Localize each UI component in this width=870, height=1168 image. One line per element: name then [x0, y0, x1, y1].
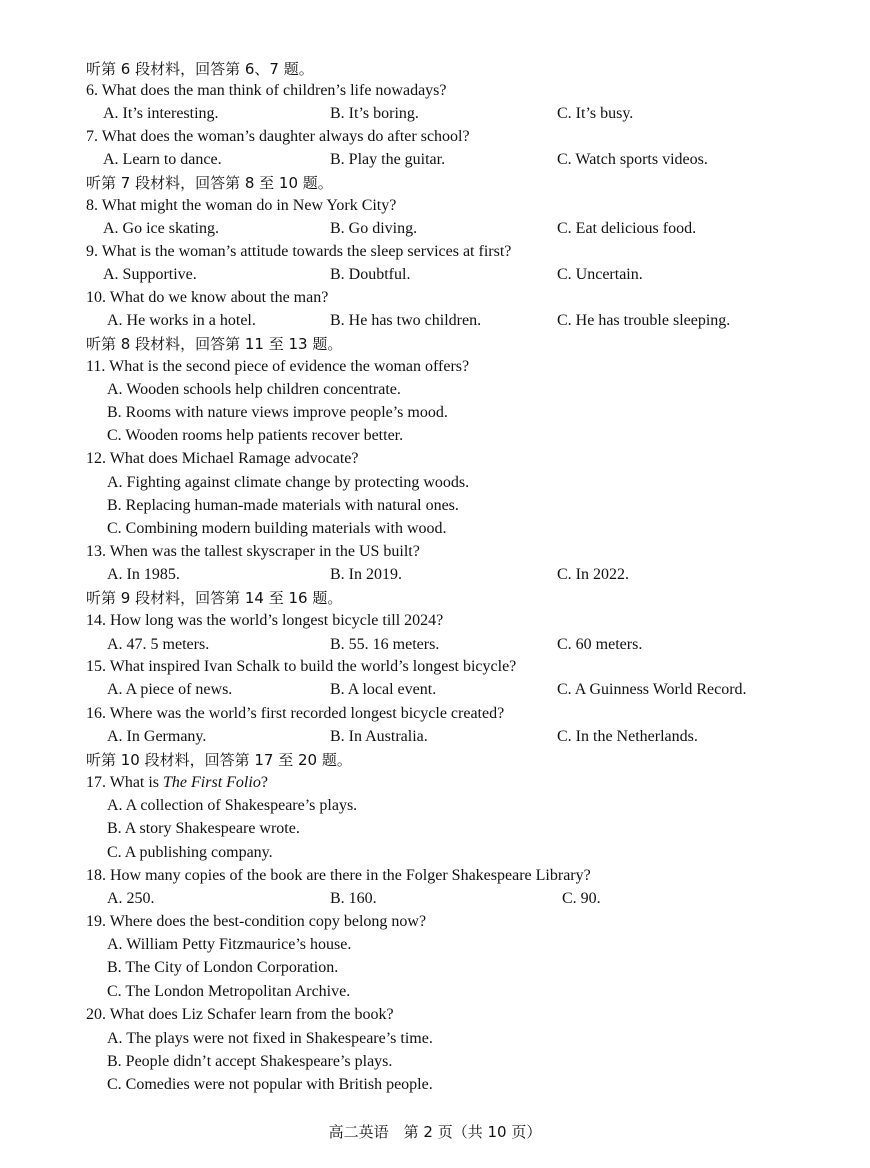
- question-17-suffix: ?: [260, 774, 268, 791]
- q11-option-b: B. Rooms with nature views improve people’s mood.: [107, 404, 448, 421]
- q14-option-a: A. 47. 5 meters.: [107, 636, 210, 653]
- question-11: 11. What is the second piece of evidence the woman offers?: [86, 358, 470, 375]
- q18-option-b: B. 160.: [330, 890, 377, 907]
- q11-option-c: C. Wooden rooms help patients recover better.: [107, 427, 404, 444]
- question-20: 20. What does Liz Schafer learn from the book?: [86, 1006, 394, 1023]
- q8-option-c: C. Eat delicious food.: [557, 220, 697, 237]
- q15-option-b: B. A local event.: [330, 681, 437, 698]
- q20-option-c: C. Comedies were not popular with British people.: [107, 1076, 433, 1093]
- q17-option-a: A. A collection of Shakespeare’s plays.: [107, 797, 358, 814]
- q16-option-c: C. In the Netherlands.: [557, 728, 698, 745]
- q7-option-c: C. Watch sports videos.: [557, 151, 708, 168]
- section-header-6: 听第 6 段材料，回答第 6、7 题。: [86, 60, 314, 78]
- q9-option-b: B. Doubtful.: [330, 266, 411, 283]
- q15-option-a: A. A piece of news.: [107, 681, 233, 698]
- section-header-9: 听第 9 段材料，回答第 14 至 16 题。: [86, 589, 343, 607]
- q16-option-a: A. In Germany.: [107, 728, 207, 745]
- q14-option-c: C. 60 meters.: [557, 636, 643, 653]
- q6-option-b: B. It’s boring.: [330, 105, 419, 122]
- question-9: 9. What is the woman’s attitude towards the sleep services at first?: [86, 243, 512, 260]
- question-17-book-title: The First Folio: [163, 774, 261, 791]
- page-footer: 高二英语 第 2 页（共 10 页）: [328, 1123, 542, 1141]
- q9-option-a: A. Supportive.: [103, 266, 197, 283]
- q7-option-a: A. Learn to dance.: [103, 151, 222, 168]
- question-10: 10. What do we know about the man?: [86, 289, 329, 306]
- q9-option-c: C. Uncertain.: [557, 266, 643, 283]
- q12-option-a: A. Fighting against climate change by protecting woods.: [107, 474, 470, 491]
- q19-option-c: C. The London Metropolitan Archive.: [107, 983, 351, 1000]
- q18-option-c: C. 90.: [562, 890, 601, 907]
- question-6: 6. What does the man think of children’s life nowadays?: [86, 82, 447, 99]
- section-header-10: 听第 10 段材料，回答第 17 至 20 题。: [86, 751, 352, 769]
- q14-option-b: B. 55. 16 meters.: [330, 636, 440, 653]
- q13-option-b: B. In 2019.: [330, 566, 402, 583]
- q6-option-c: C. It’s busy.: [557, 105, 634, 122]
- q18-option-a: A. 250.: [107, 890, 155, 907]
- q7-option-b: B. Play the guitar.: [330, 151, 446, 168]
- question-13: 13. When was the tallest skyscraper in the US built?: [86, 543, 420, 560]
- question-14: 14. How long was the world’s longest bicycle till 2024?: [86, 612, 444, 629]
- q15-option-c: C. A Guinness World Record.: [557, 681, 747, 698]
- section-header-7: 听第 7 段材料，回答第 8 至 10 题。: [86, 174, 333, 192]
- question-19: 19. Where does the best-condition copy belong now?: [86, 913, 427, 930]
- q16-option-b: B. In Australia.: [330, 728, 428, 745]
- q20-option-a: A. The plays were not fixed in Shakespeare’s time.: [107, 1030, 433, 1047]
- q13-option-c: C. In 2022.: [557, 566, 629, 583]
- question-8: 8. What might the woman do in New York City?: [86, 197, 397, 214]
- section-header-8: 听第 8 段材料，回答第 11 至 13 题。: [86, 335, 343, 353]
- q6-option-a: A. It’s interesting.: [103, 105, 219, 122]
- q19-option-b: B. The City of London Corporation.: [107, 959, 339, 976]
- question-15: 15. What inspired Ivan Schalk to build the world’s longest bicycle?: [86, 658, 517, 675]
- q13-option-a: A. In 1985.: [107, 566, 180, 583]
- q8-option-b: B. Go diving.: [330, 220, 418, 237]
- q20-option-b: B. People didn’t accept Shakespeare’s plays.: [107, 1053, 393, 1070]
- q12-option-c: C. Combining modern building materials with wood.: [107, 520, 447, 537]
- q12-option-b: B. Replacing human-made materials with natural ones.: [107, 497, 459, 514]
- question-17-prefix: 17. What is: [86, 774, 164, 791]
- question-16: 16. Where was the world’s first recorded longest bicycle created?: [86, 705, 505, 722]
- q19-option-a: A. William Petty Fitzmaurice’s house.: [107, 936, 352, 953]
- q8-option-a: A. Go ice skating.: [103, 220, 219, 237]
- q17-option-b: B. A story Shakespeare wrote.: [107, 820, 300, 837]
- question-17: [86, 773, 268, 793]
- question-18: 18. How many copies of the book are there in the Folger Shakespeare Library?: [86, 867, 591, 884]
- q17-option-c: C. A publishing company.: [107, 844, 273, 861]
- q10-option-b: B. He has two children.: [330, 312, 482, 329]
- q11-option-a: A. Wooden schools help children concentrate.: [107, 381, 401, 398]
- question-7: 7. What does the woman’s daughter always do after school?: [86, 128, 470, 145]
- q10-option-c: C. He has trouble sleeping.: [557, 312, 731, 329]
- q10-option-a: A. He works in a hotel.: [107, 312, 256, 329]
- question-12: 12. What does Michael Ramage advocate?: [86, 450, 359, 467]
